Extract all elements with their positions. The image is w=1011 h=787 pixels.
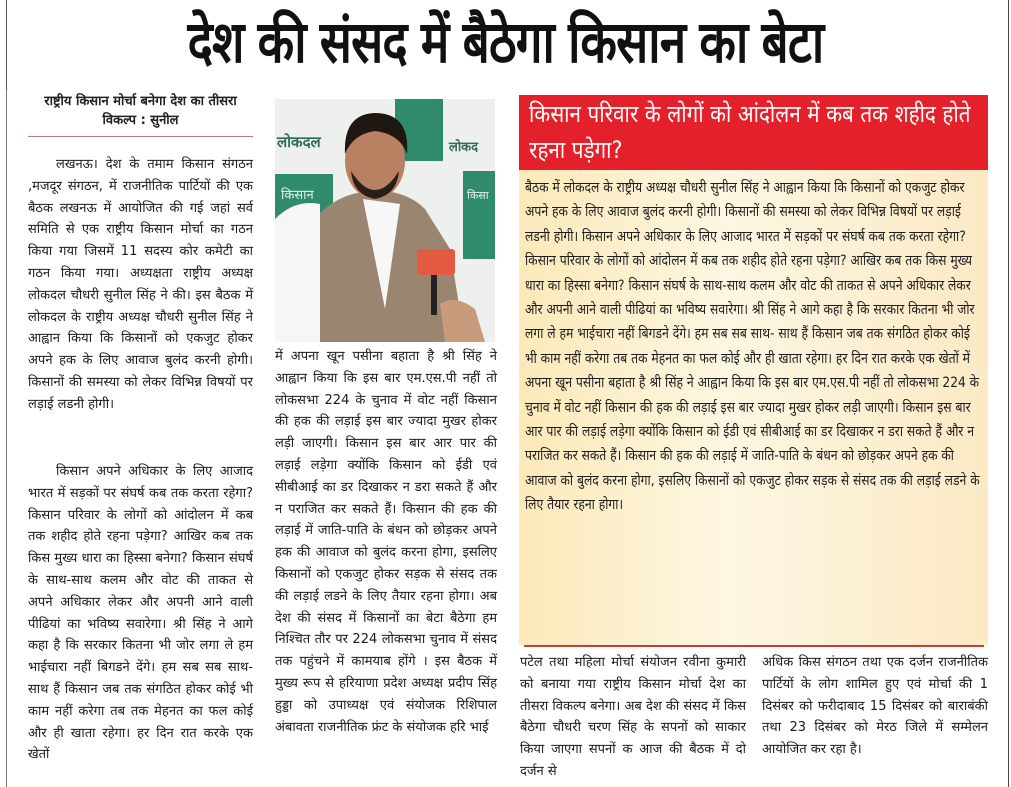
photo-illustration	[275, 99, 495, 342]
bottom-column-a	[520, 652, 746, 783]
svg-text:किसान: किसान	[281, 188, 314, 203]
highlight-bottom-rule	[524, 645, 984, 647]
bottom-column-b	[762, 652, 988, 761]
paragraph: में अपना खून पसीना बहाता है श्री सिंह ने आह्वान किया कि इस बार एम.एस.पी नहीं तो लोकसभा 224 के चुनाव में वोट नहीं किसान की हक की लड़ाई इस बार ज्यादा मुखर होकर लड़ी जाएगी। किसान इस बार आर पार की लड़ाई लड़ेगा क्योंकि किसान को ईडी एवं सीबीआई का डर दिखाकर न डरा सकते हैं और न पराजित कर सकते हैं। किसान की हक की लड़ाई में जाति-पाति के बंधन को छोड़कर अपने हक की आवाज को बुलंद करना होगा, इसलिए किसानों को एकजुट होकर सड़क से संसद तक की लड़ाई लडने के लिए तैयार रहना होगा। अब देश की संसद में किसानों का बेटा बैठेगा हम निश्चित तौर पर 224 लोकसभा चुनाव में संसद तक पहुंचने में कामयाब होंगे । इस बैठक में मुख्य रूप से हरियाणा प्रदेश अध्यक्ष प्रदीप सिंह हुड्डा को उपाध्यक्ष एवं संयोजक रिशिपाल अंबावता राजनीतिक फ्रंट के संयोजक हरि भाई	[275, 349, 497, 735]
paragraph: पटेल तथा महिला मोर्चा संयोजन रवीना कुमारी को बनाया गया राष्ट्रीय किसान मोर्चा देश का तीसरा विकल्प बनेगा। अब देश की संसद में किस बैठेगा चौधरी चरण सिंह के सपनों को साकार किया जाएगा सपनों क आज की बैठक में दो दर्जन से	[520, 655, 746, 779]
microphone-flag	[417, 249, 455, 275]
backdrop-text: लोकदल	[277, 133, 321, 151]
svg-text:किसा: किसा	[467, 189, 489, 202]
left-column-paragraph-1	[28, 154, 253, 416]
middle-column-text	[275, 346, 497, 738]
page-border-left-lower	[6, 90, 7, 787]
page-border-left	[6, 0, 7, 90]
main-headline: देश की संसद में बैठेगा किसान का बेटा	[187, 8, 824, 76]
paragraph: अधिक किस संगठन तथा एक दर्जन राजनीतिक पार्टियों के लोग शामिल हुए एवं मोर्चा की 1 दिसंबर को फरीदाबाद 15 दिसंबर को बाराबंकी तथा 23 दिसंबर को मेरठ जिले में सम्मेलन आयोजित कर रहा है।	[762, 655, 988, 758]
left-column-paragraph-2	[28, 461, 253, 766]
news-photo	[275, 99, 495, 342]
paragraph: किसान अपने अधिकार के लिए आजाद भारत में सड़कों पर संघर्ष कब तक करता रहेगा? किसान परिवार के लोगों को आंदोलन में कब तक शहीद होते रहना पड़ेगा? आखिर कब तक किस मुख्य धारा का हिस्सा बनेगा? किसान संघर्ष के साथ-साथ कलम और वोट की ताकत से अपने अधिकार लेकर और अपनी आने वाली पीढियां का भविष्य सवारेगा। श्री सिंह ने आगे कहा है कि सरकार कितना भी जोर लगा ले हम भाईचारा नहीं बिगडने देंगे। हम सब सब साथ- साथ हैं किसान जब तक संगठित होकर कोई भी काम नहीं करेगा तब तक मेहनत का फल कोई और ही खाता रहेगा। हर दिन रात करके एक खेतों	[28, 464, 253, 763]
highlight-body-text: बैठक में लोकदल के राष्ट्रीय अध्यक्ष चौधरी सुनील सिंह ने आह्वान किया कि किसानों को एकजुट होकर अपने हक के लिए आवाज बुलंद करनी होगी। किसानों की समस्या को लेकर विभिन्न विषयों पर लड़ाई लडनी होगी। किसान अपने अधिकार के लिए आजाद भारत में सड़कों पर संघर्ष कब तक करता रहेगा? किसान परिवार के लोगों को आंदोलन में कब तक शहीद होते रहना पड़ेगा? आखिर कब तक किस मुख्य धारा का हिस्सा बनेगा? किसान संघर्ष के साथ-साथ कलम और वोट की ताकत से अपने अधिकार लेकर और अपनी आने वाली पीढियां का भविष्य सवारेगा। श्री सिंह ने आगे कहा है कि सरकार कितना भी जोर लगा ले हम भाईचारा नहीं बिगडने देंगे। हम सब सब साथ- साथ हैं किसान जब तक संगठित होकर कोई भी काम नहीं करेगा तब तक मेहनत का फल कोई और ही खाता रहेगा। हर दिन रात करके एक खेतों में अपना खून पसीना बहाता है श्री सिंह ने आह्वान किया कि इस बार एम.एस.पी नहीं तो लोकसभा 224 के चुनाव में वोट नहीं किसान की हक की लड़ाई इस बार ज्यादा मुखर होकर लड़ी जाएगी। किसान इस बार आर पार की लड़ाई लड़ेगा क्योंकि किसान को ईडी एवं सीबीआई का डर दिखाकर न डरा सकते हैं और न पराजित कर सकते हैं। किसान की हक की लड़ाई में जाति-पाति के बंधन को छोड़कर अपने हक की आवाज को बुलंद करना होगा, इसलिए किसानों को एकजुट होकर सड़क से संसद तक की लड़ाई लडने के लिए तैयार रहना होगा।	[525, 180, 980, 514]
subheading-divider	[28, 136, 253, 137]
paragraph: लखनऊ। देश के तमाम किसान संगठन ,मजदूर संगठन, में राजनीतिक पार्टियों की एक बैठक लखनऊ में आयोजित की गई जहां सर्व समिति से एक राष्ट्रीय किसान मोर्चा का गठन किया गया जिसमें 11 सदस्य कोर कमेटी का गठन किया गया। अध्यक्षता राष्ट्रीय अध्यक्ष लोकदल चौधरी सुनील सिंह ने की। इस बैठक में लोकदल के राष्ट्रीय अध्यक्ष चौधरी सुनील सिंह ने आह्वान किया कि किसानों को एकजुट होकर अपने हक के लिए आवाज बुलंद करनी होगी। किसानों की समस्या को लेकर विभिन्न विषयों पर लड़ाई लडनी होगी।	[28, 157, 253, 412]
svg-text:लोकद: लोकद	[449, 140, 479, 155]
page-border-right	[1008, 0, 1009, 787]
highlight-title: किसान परिवार के लोगों को आंदोलन में कब तक शहीद होते रहना पड़ेगा?	[529, 100, 971, 164]
left-subheading: राष्ट्रीय किसान मोर्चा बनेगा देश का तीसरा विकल्प : सुनील	[44, 94, 237, 128]
